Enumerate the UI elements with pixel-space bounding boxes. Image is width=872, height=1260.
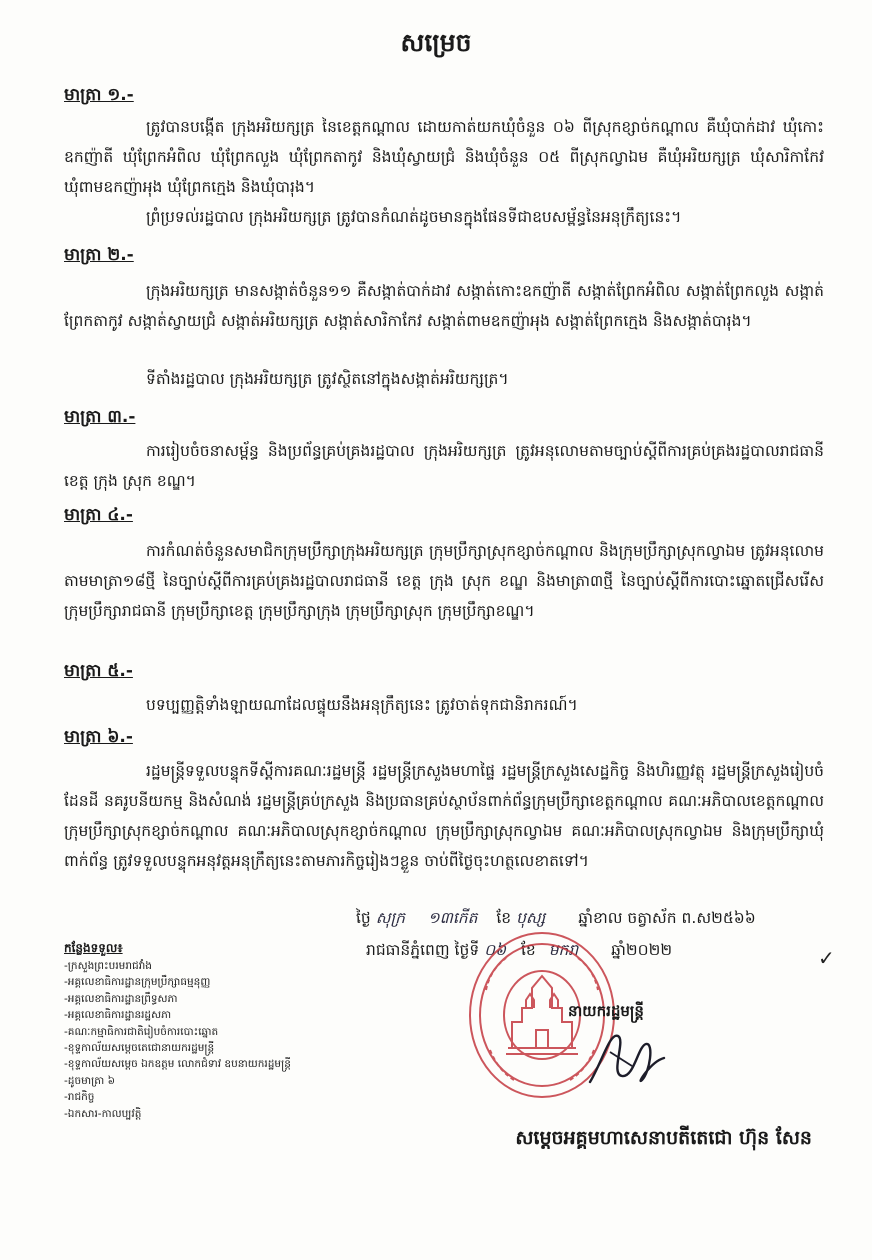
list-item: -ខុទ្ទកាល័យសម្ដេច ឯកឧត្ដម លោកជំទាវ ឧបនាយករដ្ឋមន្ត្រី xyxy=(64,1058,291,1071)
list-item: -ក្រសួងព្រះបរមរាជវាំង xyxy=(64,960,152,972)
signature-icon xyxy=(580,1022,670,1092)
recipients-title: កន្លែងទទួល៖ xyxy=(64,941,123,955)
article-3-paragraph-1: ការរៀបចំចនាសម្ព័ន្ធ និងប្រព័ន្ធគ្រប់គ្រងរដ្ឋបាល ក្រុងអរិយក្សត្រ ត្រូវអនុលោមតាមច្បាប់ស្ដីពីការគ្រប់គ្រងរដ្ឋបាលរាជធានី ខេត្ត ក្រុង ស្រុក ខណ្ឌ។ xyxy=(64,442,824,490)
article-1-paragraph-2: ព្រំប្រទល់រដ្ឋបាល ក្រុងអរិយក្សត្រ ត្រូវបានកំណត់ដូចមានក្នុងផែនទីជាឧបសម្ព័ន្ធនៃអនុក្រឹត្យនេះ។ xyxy=(146,208,682,226)
list-item: -ដូចមាត្រា ៦ xyxy=(64,1074,116,1087)
signer-title: នាយករដ្ឋមន្ត្រី xyxy=(568,1002,644,1020)
list-item: -អគ្គលេខាធិការដ្ឋានក្រុមប្រឹក្សាធម្មនុញ្ញ xyxy=(64,976,211,989)
article-2-paragraph-1: ក្រុងអរិយក្សត្រ មានសង្កាត់ចំនួន១១ គឺសង្កាត់បាក់ដាវ សង្កាត់កោះឧកញ៉ាតី សង្កាត់ព្រែកអំពិល សង្កាត់ព្រែកលួង សង្កាត់ព្រែកតាកូវ សង្កាត់ស្វាយជ្រំ សង្កាត់អរិយក្សត្រ សង្កាត់សារិកាកែវ សង្កាត់ពាមឧកញ៉ាអុង សង្កាត់ព្រែកក្មេង និងសង្កាត់បារុង។ xyxy=(64,282,824,330)
lunar-date-line xyxy=(356,906,756,930)
lunar-year: ឆ្នាំខាល ចត្វាស័ក ព.ស២៥៦៦ xyxy=(578,909,756,927)
solar-day-value: ០៦ xyxy=(484,941,507,959)
article-2-heading: មាត្រា ២.- xyxy=(64,245,134,265)
solar-month-label: ខែ xyxy=(520,941,536,959)
lunar-month-label: ខែ xyxy=(496,909,512,927)
lunar-month-value: បុស្ស xyxy=(516,909,546,927)
article-3-heading: មាត្រា ៣.- xyxy=(64,407,136,427)
signer-name: សម្ដេចអគ្គមហាសេនាបតីតេជោ ហ៊ុន សែន xyxy=(515,1127,812,1149)
article-6-paragraph-1: រដ្ឋមន្ត្រីទទួលបន្ទុកទីស្ដីការគណៈរដ្ឋមន្ត្រី រដ្ឋមន្ត្រីក្រសួងមហាផ្ទៃ រដ្ឋមន្ត្រីក្រសួងសេដ្ឋកិច្ច និងហិរញ្ញវត្ថុ រដ្ឋមន្ត្រីក្រសួងរៀបចំដែនដី នគរូបនីយកម្ម និងសំណង់ រដ្ឋមន្ត្រីគ្រប់ក្រសួង និងប្រធានគ្រប់ស្ថាប័នពាក់ព័ន្ធក្រុមប្រឹក្សាខេត្តកណ្ដាល គណៈអភិបាលខេត្តកណ្ដាល ក្រុមប្រឹក្សាស្រុកខ្សាច់កណ្ដាល គណៈអភិបាលស្រុកខ្សាច់កណ្ដាល ក្រុមប្រឹក្សាស្រុកល្វាឯម គណៈអភិបាលស្រុកល្វាឯម និងក្រុមប្រឹក្សាឃុំពាក់ព័ន្ធ ត្រូវទទួលបន្ទុកអនុវត្តអនុក្រឹត្យនេះតាមភារកិច្ចរៀងៗខ្លួន ចាប់ពីថ្ងៃចុះហត្ថលេខាតទៅ។ xyxy=(64,762,824,870)
solar-place: រាជធានីភ្នំពេញ ថ្ងៃទី xyxy=(366,941,480,959)
document-title: សម្រេច xyxy=(400,28,472,57)
lunar-date-value: ១៣កើត xyxy=(427,909,478,927)
article-2-paragraph-2: ទីតាំងរដ្ឋបាល ក្រុងអរិយក្សត្រ ត្រូវស្ថិតនៅក្នុងសង្កាត់អរិយក្សត្រ។ xyxy=(146,370,509,388)
list-item: -អគ្គលេខាធិការដ្ឋានរដ្ឋសភា xyxy=(64,1009,172,1022)
solar-month-value: មករា xyxy=(548,941,579,959)
list-item: -រាជកិច្ច xyxy=(64,1091,95,1104)
recipients-list xyxy=(64,958,291,1122)
lunar-day-value: សុក្រ xyxy=(375,909,405,927)
article-6-heading: មាត្រា ៦.- xyxy=(64,727,133,747)
article-4-heading: មាត្រា ៤.- xyxy=(64,505,133,525)
list-item: -អគ្គលេខាធិការដ្ឋានព្រឹទ្ធសភា xyxy=(64,992,178,1005)
article-1-paragraph-1: ត្រូវបានបង្កើត ក្រុងអរិយក្សត្រ នៃខេត្តកណ្ដាល ដោយកាត់យកឃុំចំនួន ០៦ ពីស្រុកខ្សាច់កណ្ដាល គឺឃុំបាក់ដាវ ឃុំកោះឧកញ៉ាតី ឃុំព្រែកអំពិល ឃុំព្រែកលួង ឃុំព្រែកតាកូវ និងឃុំស្វាយជ្រំ និងឃុំចំនួន ០៥ ពីស្រុកល្វាឯម គឺឃុំអរិយក្សត្រ ឃុំសារិកាកែវ ឃុំពាមឧកញ៉ាអុង ឃុំព្រែកក្មេង និងឃុំបារុង។ xyxy=(64,118,824,196)
article-5-heading: មាត្រា ៥.- xyxy=(64,661,133,681)
article-5-paragraph-1: បទប្បញ្ញត្តិទាំងឡាយណាដែលផ្ទុយនឹងអនុក្រឹត្យនេះ ត្រូវចាត់ទុកជានិរាករណ៍។ xyxy=(146,696,578,714)
list-item: -គណៈកម្មាធិការជាតិរៀបចំការបោះឆ្នោត xyxy=(64,1025,219,1038)
list-item: -ខុទ្ទកាល័យសម្ដេចតេជោនាយករដ្ឋមន្ត្រី xyxy=(64,1042,215,1055)
solar-year: ឆ្នាំ២០២២ xyxy=(611,941,673,959)
checkmark-icon: ✓ xyxy=(818,946,835,970)
article-4-paragraph-1: ការកំណត់ចំនួនសមាជិកក្រុមប្រឹក្សាក្រុងអរិយក្សត្រ ក្រុមប្រឹក្សាស្រុកខ្សាច់កណ្ដាល និងក្រុមប្រឹក្សាស្រុកល្វាឯម ត្រូវអនុលោមតាមមាត្រា១៨ថ្មី នៃច្បាប់ស្ដីពីការគ្រប់គ្រងរដ្ឋបាលរាជធានី ខេត្ត ក្រុង ស្រុក ខណ្ឌ និងមាត្រា៣ថ្មី នៃច្បាប់ស្ដីពីការបោះឆ្នោតជ្រើសរើសក្រុមប្រឹក្សារាជធានី ក្រុមប្រឹក្សាខេត្ត ក្រុមប្រឹក្សាក្រុង ក្រុមប្រឹក្សាស្រុក ក្រុមប្រឹក្សាខណ្ឌ។ xyxy=(64,542,824,620)
list-item: -ឯកសារ-កាលប្បវត្តិ xyxy=(64,1107,142,1120)
article-1-heading: មាត្រា ១.- xyxy=(64,85,134,105)
lunar-day-label: ថ្ងៃ xyxy=(356,909,371,927)
